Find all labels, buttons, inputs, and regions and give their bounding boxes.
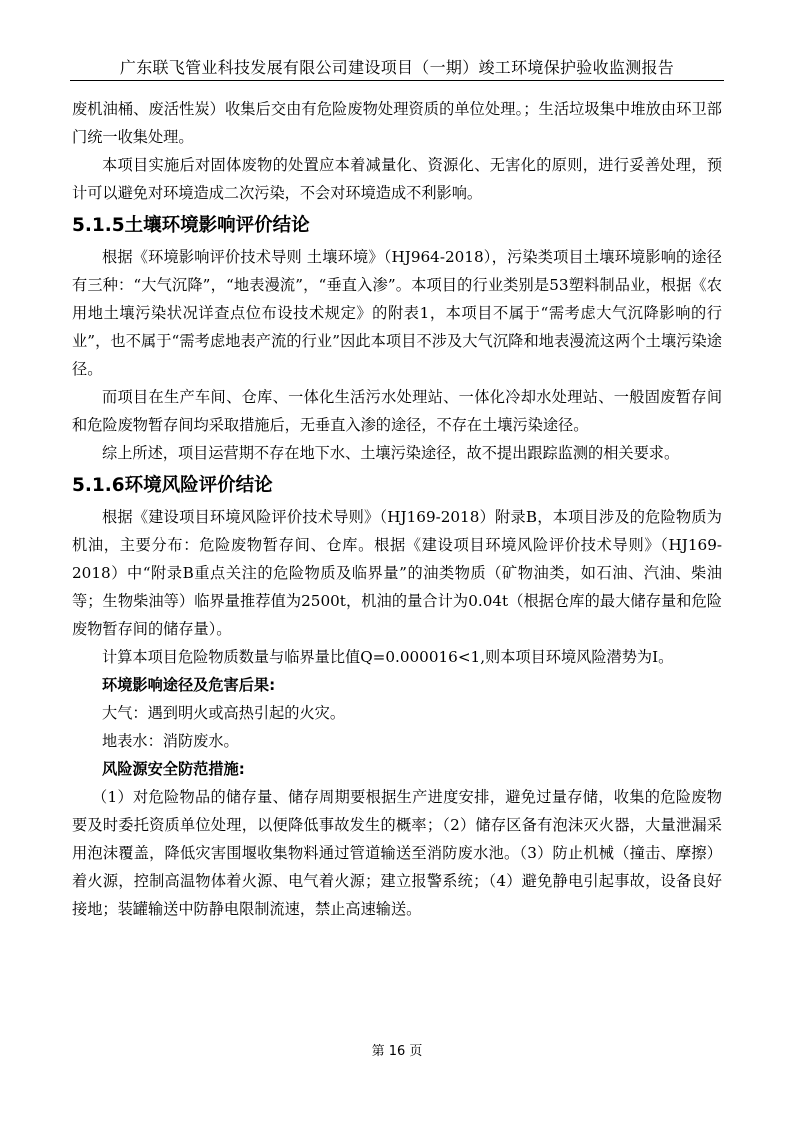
paragraph-air-impact: 大气：遇到明火或高热引起的火灾。 xyxy=(102,704,345,722)
paragraph-soil-pathways: 根据《环境影响评价技术导则 土壤环境》（HJ964-2018），污染类项目土壤环境影响的途径有三种：“大气沉降”，“地表漫流”，“垂直入渗”。本项目的行业类别是53塑料制品业，根据《农用地土壤污染状况详查点位布设技术规定》的附表1，本项目不属于“需考虑大气沉降影响的行业”，也不属于“需考虑地表产流的行业”因此本项目不涉及大气沉降和地表漫流这两个土壤污染途径。 xyxy=(72,248,722,378)
paragraph-safety-measures: （1）对危险物品的储存量、储存周期要根据生产进度安排，避免过量存储，收集的危险废物要及时委托资质单位处理，以便降低事故发生的概率；（2）储存区备有泡沫灭火器，大量泄漏采用泡沫覆盖，降低灾害围堰收集物料通过管道输送至消防废水池。（3）防止机械（撞击、摩擦）着火源，控制高温物体着火源、电气着火源；建立报警系统；（4）避免静电引起事故，设备良好接地；装罐输送中防静电限制流速，禁止高速输送。 xyxy=(72,788,722,918)
page-header: 广东联飞管业科技发展有限公司建设项目（一期）竣工环境保护验收监测报告 xyxy=(70,56,724,81)
paragraph-water-impact: 地表水：消防废水。 xyxy=(102,732,239,750)
section-heading-5-1-6: 5.1.6环境风险评价结论 xyxy=(72,475,273,496)
label-impact-pathways: 环境影响途径及危害后果: xyxy=(102,676,276,694)
paragraph-risk-substances: 根据《建设项目环境风险评价技术导则》（HJ169-2018）附录B，本项目涉及的危险物质为机油，主要分布：危险废物暂存间、仓库。根据《建设项目环境风险评价技术导则》（HJ169-2018）中“附录B重点关注的危险物质及临界量”的油类物质（矿物油类，如石油、汽油、柴油等；生物柴油等）临界量推荐值为2500t，机油的量合计为0.04t（根据仓库的最大储存量和危险废物暂存间的储存量）。 xyxy=(72,508,722,638)
document-body xyxy=(72,95,722,923)
label-safety-measures: 风险源安全防范措施: xyxy=(102,760,245,778)
paragraph-soil-measures: 而项目在生产车间、仓库、一体化生活污水处理站、一体化冷却水处理站、一般固废暂存间和危险废物暂存间均采取措施后，无垂直入渗的途径，不存在土壤污染途径。 xyxy=(72,388,722,434)
paragraph-soil-conclusion: 综上所述，项目运营期不存在地下水、土壤污染途径，故不提出跟踪监测的相关要求。 xyxy=(102,444,680,462)
section-heading-5-1-5: 5.1.5土壤环境影响评价结论 xyxy=(72,215,310,236)
page-number: 第 16 页 xyxy=(371,1044,423,1059)
paragraph-solid-waste-handling: 废机油桶、废活性炭）收集后交由有危险废物处理资质的单位处理。；生活垃圾集中堆放由环卫部门统一收集处理。 xyxy=(72,100,722,146)
paragraph-solid-waste-principle: 本项目实施后对固体废物的处置应本着减量化、资源化、无害化的原则，进行妥善处理，预计可以避免对环境造成二次污染，不会对环境造成不利影响。 xyxy=(72,156,722,202)
paragraph-risk-ratio: 计算本项目危险物质数量与临界量比值Q=0.000016<1,则本项目环境风险潜势为Ⅰ。 xyxy=(102,648,674,666)
